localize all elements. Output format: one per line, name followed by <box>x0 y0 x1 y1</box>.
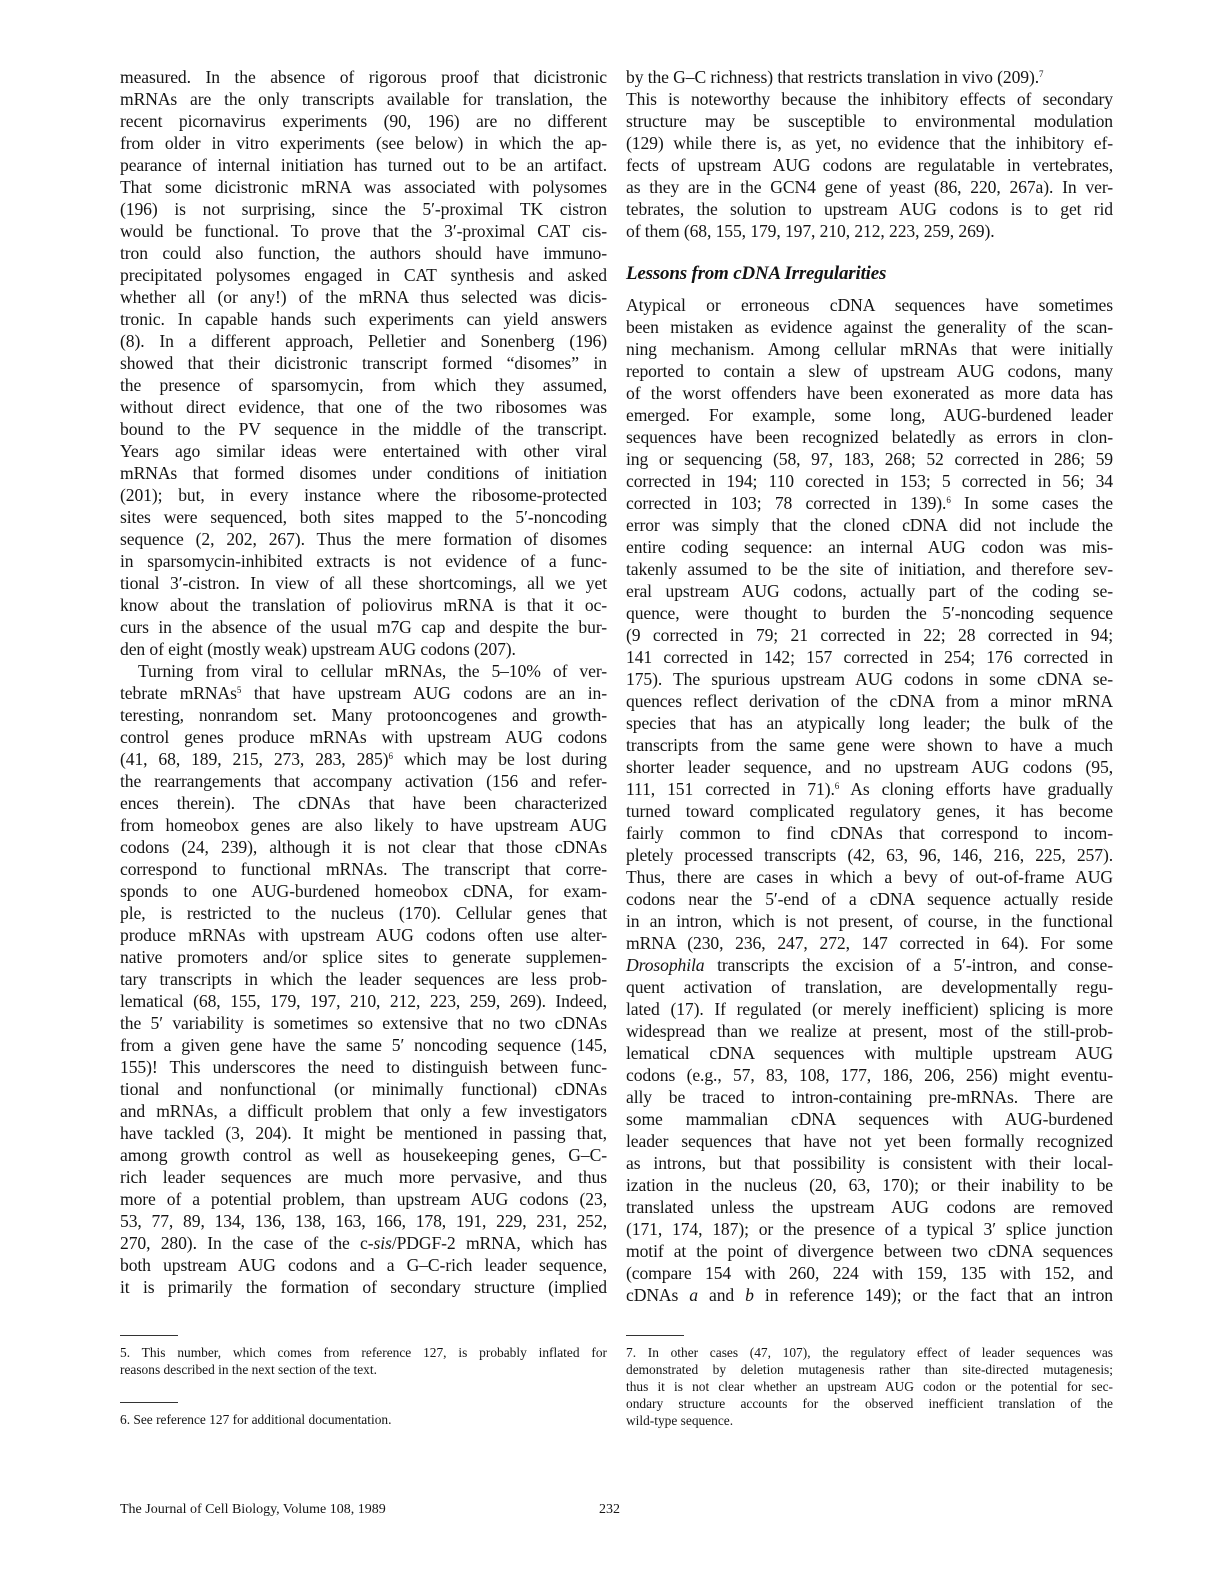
text-line: sites were sequenced, both sites mapped to the 5′-noncoding <box>120 507 607 527</box>
text-line: in sparsomycin-inhibited extracts is not evidence of a func- <box>120 551 607 571</box>
text-line: from a given gene have the same 5′ noncoding sequence (145, <box>120 1035 607 1055</box>
text-fragment: cDNAs <box>626 1285 690 1305</box>
text-line: tron could also function, the authors should have immuno- <box>120 243 607 263</box>
text-line: (129) while there is, as yet, no evidence that the inhibitory ef- <box>626 133 1113 153</box>
italic-organism-name: Drosophila <box>626 955 705 975</box>
text-line: mRNAs are the only transcripts available for translation, the <box>120 89 607 109</box>
text-fragment: transcripts the excision of a 5′-intron, and conse- <box>717 955 1113 975</box>
text-line: mRNA (230, 236, 247, 272, 147 corrected in 64). For some <box>626 933 1113 953</box>
text-line: lematical cDNA sequences with multiple upstream AUG <box>626 1043 1113 1063</box>
text-line: some mammalian cDNA sequences with AUG-burdened <box>626 1109 1113 1129</box>
footnote-line: demonstrated by deletion mutagenesis rather than site-directed mutagenesis; <box>626 1362 1113 1377</box>
text-line: would be functional. To prove that the 3′-proximal CAT cis- <box>120 221 607 241</box>
text-fragment: In some cases the <box>964 493 1113 513</box>
text-line: 155)! This underscores the need to distinguish between func- <box>120 1057 607 1077</box>
text-line: from homeobox genes are also likely to have upstream AUG <box>120 815 607 835</box>
text-line: Years ago similar ideas were entertained with other viral <box>120 441 607 461</box>
text-line: Thus, there are cases in which a bevy of out-of-frame AUG <box>626 867 1113 887</box>
text-line: teresting, nonrandom set. Many protooncogenes and growth- <box>120 705 607 725</box>
text-line: leader sequences that have not yet been formally recognized <box>626 1131 1113 1151</box>
text-line <box>626 492 1113 514</box>
text-line: tary transcripts in which the leader sequences are less prob- <box>120 969 607 989</box>
text-line: pletely processed transcripts (42, 63, 96, 146, 216, 225, 257). <box>626 845 1113 865</box>
text-line: (171, 174, 187); or the presence of a typical 3′ splice junction <box>626 1219 1113 1239</box>
text-fragment: corrected in 103; 78 corrected in 139). <box>626 493 947 513</box>
text-line: tronic. In capable hands such experiments can yield answers <box>120 309 607 329</box>
italic-gene-name: sis <box>373 1233 392 1253</box>
text-line: rich leader sequences are much more pervasive, and thus <box>120 1167 607 1187</box>
text-line: lated (17). If regulated (or merely inefficient) splicing is more <box>626 999 1113 1019</box>
footnote-rule <box>120 1402 178 1403</box>
text-line: tional and nonfunctional (or minimally functional) cDNAs <box>120 1079 607 1099</box>
text-line: That some dicistronic mRNA was associated with polysomes <box>120 177 607 197</box>
text-line: codons (e.g., 57, 83, 108, 177, 186, 206, 256) might eventu- <box>626 1065 1113 1085</box>
text-fragment: 270, 280). In the case of the c- <box>120 1233 374 1253</box>
footnote-line: reasons described in the next section of the text. <box>120 1362 377 1377</box>
text-line: of the worst offenders have been exonerated as more data has <box>626 383 1113 403</box>
text-line: ization in the nucleus (20, 63, 170); or their inability to be <box>626 1175 1113 1195</box>
text-line <box>120 682 607 704</box>
footnote-ref-5[interactable]: 5 <box>236 685 242 695</box>
text-line: shorter leader sequence, and no upstream AUG codons (95, <box>626 757 1113 777</box>
footnote-line: wild-type sequence. <box>626 1413 734 1428</box>
section-heading: Lessons from cDNA Irregularities <box>626 263 887 284</box>
text-line: structure may be susceptible to environmental modulation <box>626 111 1113 131</box>
text-fragment: (41, 68, 189, 215, 273, 283, 285) <box>120 749 389 769</box>
text-line: (9 corrected in 79; 21 corrected in 22; 28 corrected in 94; <box>626 625 1113 645</box>
text-line: native promoters and/or splice sites to generate supplemen- <box>120 947 607 967</box>
text-line: This is noteworthy because the inhibitory effects of secondary <box>626 89 1113 109</box>
text-line: the presence of sparsomycin, from which they assumed, <box>120 375 607 395</box>
text-line <box>120 1232 607 1254</box>
text-line: recent picornavirus experiments (90, 196) are no different <box>120 111 607 131</box>
text-line: have tackled (3, 204). It might be mentioned in passing that, <box>120 1123 607 1143</box>
text-line: quences reflect derivation of the cDNA from a minor mRNA <box>626 691 1113 711</box>
text-line: control genes produce mRNAs with upstream AUG codons <box>120 727 607 747</box>
text-fragment: 111, 151 corrected in 71). <box>626 779 835 799</box>
text-line: bound to the PV sequence in the middle of the transcript. <box>120 419 607 439</box>
text-line: whether all (or any!) of the mRNA thus selected was dicis- <box>120 287 607 307</box>
text-line: of them (68, 155, 179, 197, 210, 212, 223, 259, 269). <box>626 221 995 241</box>
text-line: the rearrangements that accompany activation (156 and refer- <box>120 771 607 791</box>
italic-letter: a <box>689 1285 698 1305</box>
text-line: tional 3′-cistron. In view of all these shortcomings, all we yet <box>120 573 607 593</box>
text-line: pearance of internal initiation has turned out to be an artifact. <box>120 155 607 175</box>
text-line: from older in vitro experiments (see below) in which the ap- <box>120 133 607 153</box>
text-line: (compare 154 with 260, 224 with 159, 135 with 152, and <box>626 1263 1113 1283</box>
text-fragment: tebrate mRNAs <box>120 683 237 703</box>
footnote-line: 7. In other cases (47, 107), the regulatory effect of leader sequences was <box>626 1345 1113 1360</box>
footnote-line: 5. This number, which comes from reference 127, is probably inflated for <box>120 1345 607 1360</box>
text-line: quent activation of translation, are developmentally regu- <box>626 977 1113 997</box>
text-line: ally be traced to intron-containing pre-mRNAs. There are <box>626 1087 1113 1107</box>
text-line <box>120 748 607 770</box>
footnote-6 <box>120 1402 607 1428</box>
text-line: ple, is restricted to the nucleus (170). Cellular genes that <box>120 903 607 923</box>
text-line: (201); but, in every instance where the ribosome-protected <box>120 485 607 505</box>
text-line: emerged. For example, some long, AUG-burdened leader <box>626 405 1113 425</box>
footnote-line: 6. See reference 127 for additional documentation. <box>120 1412 392 1427</box>
text-fragment: which may be lost during <box>403 749 607 769</box>
text-line: motif at the point of divergence between two cDNA sequences <box>626 1241 1113 1261</box>
text-line: takenly assumed to be the site of initiation, and therefore sev- <box>626 559 1113 579</box>
text-line: ences therein). The cDNAs that have been characterized <box>120 793 607 813</box>
text-line: lematical (68, 155, 179, 197, 210, 212, 223, 259, 269). Indeed, <box>120 991 607 1011</box>
text-line: both upstream AUG codons and a G–C-rich leader sequence, <box>120 1255 607 1275</box>
text-line: codons (24, 239), although it is not clear that those cDNAs <box>120 837 607 857</box>
text-line: error was simply that the cloned cDNA did not include the <box>626 515 1113 535</box>
footnote-line: thus it is not clear whether an upstream AUG codon or the potential for sec- <box>626 1379 1113 1394</box>
text-line: more of a potential problem, than upstream AUG codons (23, <box>120 1189 607 1209</box>
text-line: measured. In the absence of rigorous proof that dicistronic <box>120 67 607 87</box>
text-line <box>626 778 1113 800</box>
text-fragment: As cloning efforts have gradually <box>850 779 1113 799</box>
text-line: entire coding sequence: an internal AUG codon was mis- <box>626 537 1113 557</box>
italic-letter: b <box>745 1285 754 1305</box>
text-line: ning mechanism. Among cellular mRNAs that were initially <box>626 339 1113 359</box>
text-line: curs in the absence of the usual m7G cap and despite the bur- <box>120 617 607 637</box>
left-column <box>120 66 607 1298</box>
text-line: produce mRNAs with upstream AUG codons often use alter- <box>120 925 607 945</box>
text-line: correspond to functional mRNAs. The transcript that corre- <box>120 859 607 879</box>
footnote-7 <box>626 1335 1113 1429</box>
text-line: transcripts from the same gene were shown to have a much <box>626 735 1113 755</box>
text-line: sequence (2, 202, 267). Thus the mere formation of disomes <box>120 529 607 549</box>
text-line: codons near the 5′-end of a cDNA sequence actually reside <box>626 889 1113 909</box>
text-line: widespread than we realize at present, most of the still-prob- <box>626 1021 1113 1041</box>
footnote-ref-6[interactable]: 6 <box>388 751 393 761</box>
text-fragment: in reference 149); or the fact that an intron <box>753 1285 1113 1305</box>
right-column <box>626 66 1113 1306</box>
text-line: tebrates, the solution to upstream AUG codons is to get rid <box>626 199 1113 219</box>
text-line: quence, were thought to burden the 5′-noncoding sequence <box>626 603 1113 623</box>
text-line <box>626 66 1113 88</box>
footnote-rule <box>626 1335 684 1336</box>
text-line: den of eight (mostly weak) upstream AUG codons (207). <box>120 639 516 659</box>
footnote-rule <box>120 1335 178 1336</box>
text-line: and mRNAs, a difficult problem that only a few investigators <box>120 1101 607 1121</box>
text-line: translated unless the upstream AUG codons are removed <box>626 1197 1113 1217</box>
text-line: among growth control as well as housekeeping genes, G–C- <box>120 1145 607 1165</box>
text-line: as introns, but that possibility is consistent with their local- <box>626 1153 1113 1173</box>
text-line: showed that their dicistronic transcript formed “disomes” in <box>120 353 607 373</box>
page-number: 232 <box>599 1502 620 1517</box>
text-line: Atypical or erroneous cDNA sequences have sometimes <box>626 295 1113 315</box>
text-fragment: and <box>698 1285 746 1305</box>
journal-citation: The Journal of Cell Biology, Volume 108, 1989 <box>120 1502 386 1517</box>
text-line: fects of upstream AUG codons are regulatable in vertebrates, <box>626 155 1113 175</box>
text-line: 53, 77, 89, 134, 136, 138, 163, 166, 178, 191, 229, 231, 252, <box>120 1211 607 1231</box>
footnote-ref-6[interactable]: 6 <box>946 495 951 505</box>
text-line: mRNAs that formed disomes under conditions of initiation <box>120 463 607 483</box>
text-line: fairly common to find cDNAs that correspond to incom- <box>626 823 1113 843</box>
text-line: the 5′ variability is sometimes so extensive that no two cDNAs <box>120 1013 607 1033</box>
text-line: (196) is not surprising, since the 5′-proximal TK cistron <box>120 199 607 219</box>
text-line: Turning from viral to cellular mRNAs, the 5–10% of ver- <box>138 661 607 681</box>
text-line: precipitated polysomes engaged in CAT synthesis and asked <box>120 265 607 285</box>
text-line: it is primarily the formation of secondary structure (implied <box>120 1277 607 1297</box>
text-line: (8). In a different approach, Pelletier and Sonenberg (196) <box>120 331 607 351</box>
text-line: in an intron, which is not present, of course, in the functional <box>626 911 1113 931</box>
text-line: 141 corrected in 142; 157 corrected in 254; 176 corrected in <box>626 647 1113 667</box>
text-fragment: by the G–C richness) that restricts translation in vivo (209). <box>626 67 1040 87</box>
text-line: species that has an atypically long leader; the bulk of the <box>626 713 1113 733</box>
text-line: eral upstream AUG codons, actually part of the coding se- <box>626 581 1113 601</box>
text-line <box>626 954 1113 976</box>
text-line: as they are in the GCN4 gene of yeast (86, 220, 267a). In ver- <box>626 177 1113 197</box>
text-line <box>626 1284 1113 1306</box>
text-line: know about the translation of poliovirus mRNA is that it oc- <box>120 595 607 615</box>
text-line: ing or sequencing (58, 97, 183, 268; 52 corrected in 286; 59 <box>626 449 1113 469</box>
text-line: reported to contain a slew of upstream AUG codons, many <box>626 361 1113 381</box>
text-fragment: /PDGF-2 mRNA, which has <box>391 1233 607 1253</box>
footnote-line: ondary structure accounts for the observed inefficient translation of the <box>626 1396 1113 1411</box>
text-line: been mistaken as evidence against the generality of the scan- <box>626 317 1113 337</box>
footnote-ref-6[interactable]: 6 <box>834 781 840 791</box>
footnote-5 <box>120 1335 607 1378</box>
footnote-ref-7[interactable]: 7 <box>1039 69 1044 79</box>
text-fragment: that have upstream AUG codons are an in- <box>253 683 607 703</box>
text-line: sequences have been recognized belatedly as errors in clon- <box>626 427 1113 447</box>
text-line: corrected in 194; 110 corected in 153; 5 corrected in 56; 34 <box>626 471 1113 491</box>
text-line: turned toward complicated regulatory genes, it has become <box>626 801 1113 821</box>
text-line: 175). The spurious upstream AUG codons in some cDNA se- <box>626 669 1113 689</box>
text-line: sponds to one AUG-burdened homeobox cDNA, for exam- <box>120 881 607 901</box>
text-line: without direct evidence, that one of the two ribosomes was <box>120 397 607 417</box>
